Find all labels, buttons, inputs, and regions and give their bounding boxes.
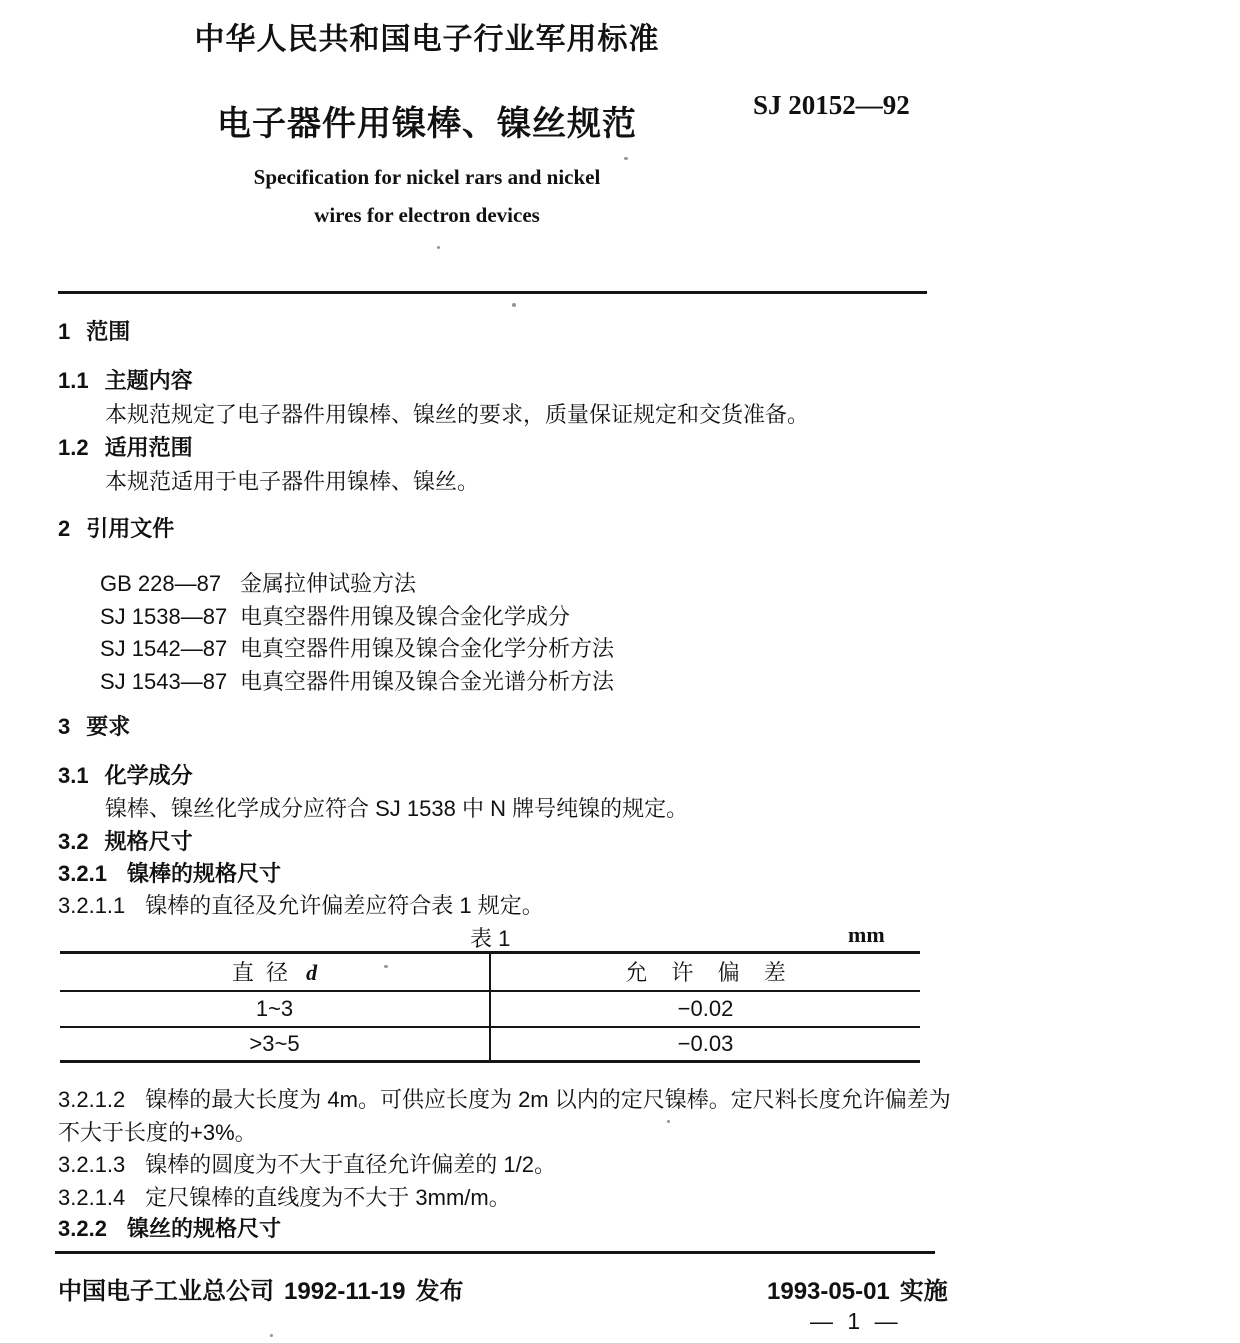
clause-number: 3.2.1.1 xyxy=(58,893,126,918)
clause-3-2-2-heading xyxy=(58,1212,281,1243)
clause-title: 镍棒的规格尺寸 xyxy=(126,861,281,886)
scan-speck xyxy=(512,303,516,307)
clause-text: 镍棒的圆度为不大于直径允许偏差的 1/2。 xyxy=(145,1152,556,1177)
scan-speck xyxy=(437,246,440,249)
footer-issue-info xyxy=(58,1271,463,1306)
clause-number: 3.2.1.2 xyxy=(58,1087,126,1112)
clause-3-2-1-3 xyxy=(58,1148,556,1179)
clause-1-1-body: 本规范规定了电子器件用镍棒、镍丝的要求，质量保证规定和交货准备。 xyxy=(105,402,810,427)
reference-item xyxy=(100,632,614,663)
clause-title: 化学成分 xyxy=(104,763,193,788)
clause-number: 3.2.1.4 xyxy=(58,1185,126,1210)
effective-label: 实施 xyxy=(899,1278,948,1305)
table-1-unit: mm xyxy=(848,922,885,947)
column-header-tolerance xyxy=(490,953,920,991)
table-row xyxy=(60,1027,920,1062)
clause-3-2-1-2 xyxy=(58,1083,951,1114)
reference-code: SJ 1543—87 xyxy=(100,669,228,694)
clause-3-2-heading xyxy=(58,825,193,856)
clause-3-1-heading xyxy=(58,759,193,790)
standard-number: SJ 20152—92 xyxy=(753,90,910,120)
clause-title: 规格尺寸 xyxy=(104,829,193,854)
reference-name: 电真空器件用镍及镍合金化学分析方法 xyxy=(240,636,615,661)
reference-code: SJ 1542—87 xyxy=(100,636,228,661)
clause-3-2-1-2-continuation: 不大于长度的+3%。 xyxy=(58,1120,257,1145)
clause-number: 1.1 xyxy=(58,368,89,393)
clause-number: 3.1 xyxy=(58,763,89,788)
section-number: 1 xyxy=(58,319,71,344)
issuing-body: 中国电子工业总公司 xyxy=(58,1278,274,1305)
clause-text: 镍棒的最大长度为 4m。可供应长度为 2m 以内的定尺镍棒。定尺料长度允许偏差为 xyxy=(145,1087,951,1112)
diameter-symbol: d xyxy=(306,960,318,986)
clause-number: 3.2.2 xyxy=(58,1216,107,1241)
clause-title: 镍丝的规格尺寸 xyxy=(126,1216,281,1241)
standard-type-heading: 中华人民共和国电子行业军用标准 xyxy=(194,23,660,56)
section-title: 范围 xyxy=(86,319,131,344)
scan-speck xyxy=(624,157,628,160)
clause-1-2-heading xyxy=(58,431,193,462)
clause-3-2-1-4 xyxy=(58,1181,511,1212)
tolerance-label: 允许偏差 xyxy=(625,960,810,986)
reference-code: SJ 1538—87 xyxy=(100,604,228,629)
reference-name: 金属拉伸试验方法 xyxy=(240,571,417,596)
clause-title: 适用范围 xyxy=(104,435,193,460)
clause-3-2-1-heading xyxy=(58,857,281,888)
section-number: 3 xyxy=(58,714,71,739)
scan-speck xyxy=(667,1120,670,1123)
clause-3-2-1-1 xyxy=(58,889,544,920)
clause-1-2-body: 本规范适用于电子器件用镍棒、镍丝。 xyxy=(105,469,480,494)
section-title: 引用文件 xyxy=(86,516,175,541)
page-number: — 1 — xyxy=(810,1308,902,1334)
tolerance-value: −0.03 xyxy=(677,1030,734,1056)
footer-divider-rule xyxy=(55,1251,935,1254)
section-1-heading xyxy=(58,315,130,346)
scan-speck xyxy=(384,965,388,968)
clause-number: 3.2.1 xyxy=(58,861,107,886)
clause-1-1-heading xyxy=(58,364,193,395)
reference-name: 电真空器件用镍及镍合金光谱分析方法 xyxy=(240,669,615,694)
footer-effective-info xyxy=(767,1271,948,1306)
issue-label: 发布 xyxy=(415,1278,464,1305)
section-title: 要求 xyxy=(86,714,131,739)
reference-item xyxy=(100,600,570,631)
table-row xyxy=(60,991,920,1027)
clause-text: 镍棒的直径及允许偏差应符合表 1 规定。 xyxy=(145,893,544,918)
document-title-cn: 电子器件用镍棒、镍丝规范 xyxy=(217,105,637,143)
clause-number: 3.2 xyxy=(58,829,89,854)
tolerance-value: −0.02 xyxy=(677,995,734,1021)
diameter-label: 直径 xyxy=(231,960,301,986)
column-header-diameter xyxy=(60,953,490,991)
clause-text: 定尺镍棒的直线度为不大于 3mm/m。 xyxy=(145,1185,511,1210)
header-divider-rule xyxy=(58,291,927,294)
clause-number: 3.2.1.3 xyxy=(58,1152,126,1177)
diameter-value: 1~3 xyxy=(60,991,490,1027)
clause-3-1-body: 镍棒、镍丝化学成分应符合 SJ 1538 中 N 牌号纯镍的规定。 xyxy=(105,796,689,821)
reference-item xyxy=(100,567,416,598)
diameter-value: >3~5 xyxy=(60,1027,490,1062)
section-3-heading xyxy=(58,710,130,741)
clause-number: 1.2 xyxy=(58,435,89,460)
document-title-en-line1: Specification for nickel rars and nickel xyxy=(253,165,601,189)
clause-title: 主题内容 xyxy=(104,368,193,393)
reference-code: GB 228—87 xyxy=(100,571,222,596)
document-title-en-line2: wires for electron devices xyxy=(314,203,540,227)
issue-date: 1992-11-19 xyxy=(284,1278,406,1305)
table-header-row xyxy=(60,953,920,991)
reference-name: 电真空器件用镍及镍合金化学成分 xyxy=(240,604,571,629)
section-2-heading xyxy=(58,512,174,543)
effective-date: 1993-05-01 xyxy=(767,1278,890,1305)
scan-speck xyxy=(270,1334,273,1337)
table-1-caption: 表 1 xyxy=(470,926,511,951)
section-number: 2 xyxy=(58,516,71,541)
reference-item xyxy=(100,665,614,696)
table-1 xyxy=(60,951,920,1063)
